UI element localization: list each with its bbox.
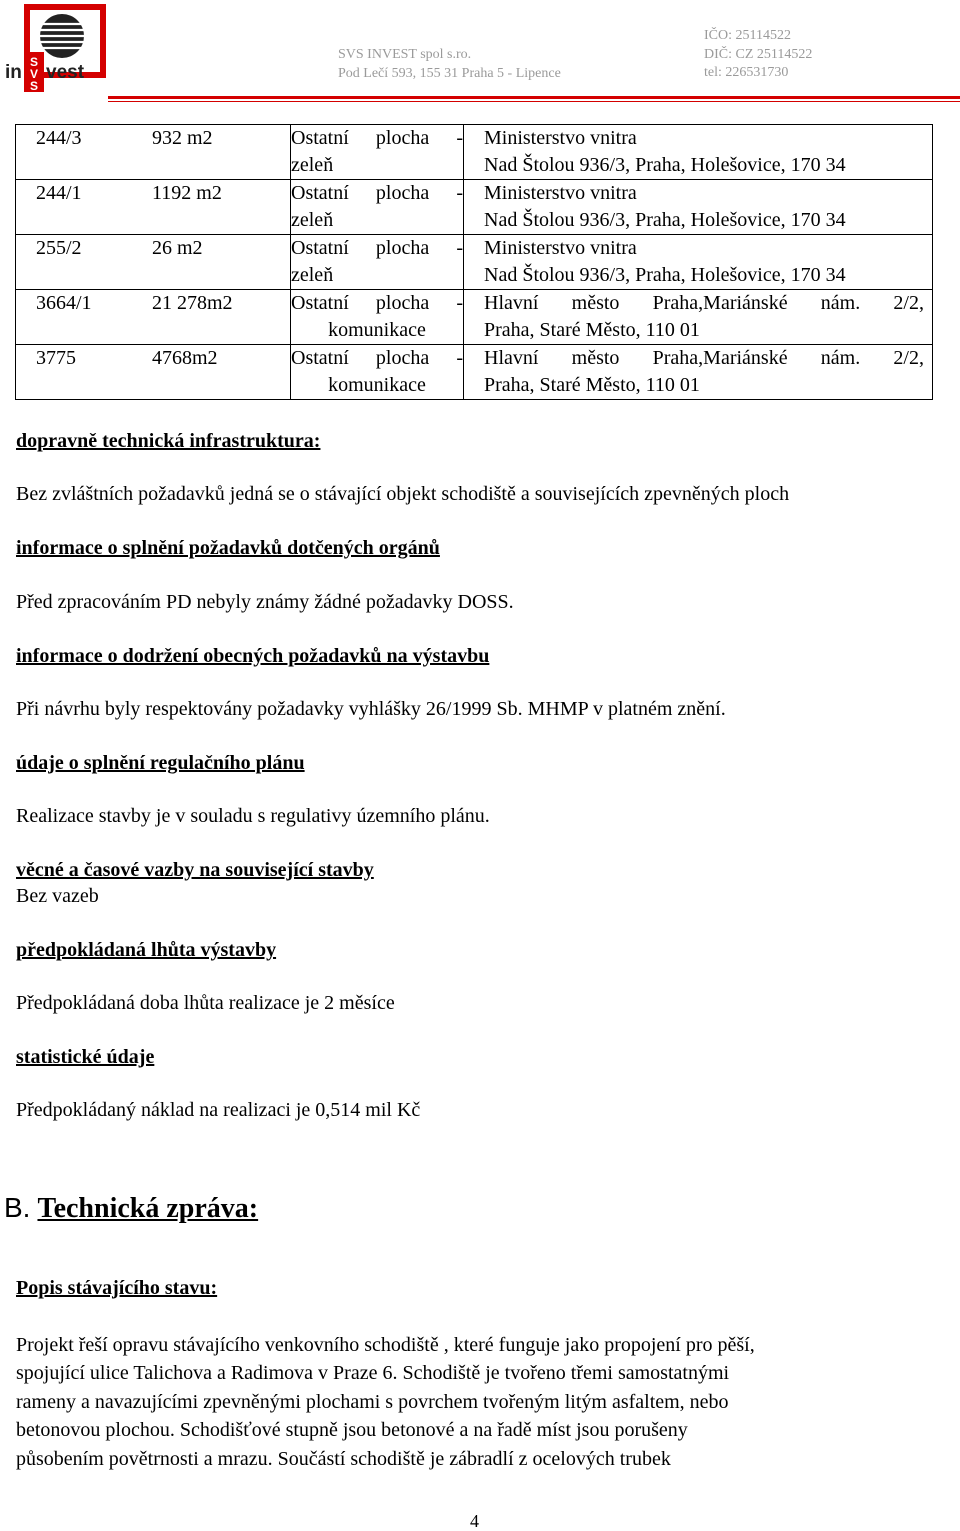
parcel-owner: Ministerstvo vnitra Nad Štolou 936/3, Praha, Holešovice, 170 34 — [464, 125, 933, 180]
section-title-text: Technická zpráva: — [37, 1193, 259, 1224]
parcel-area: 932 m2 — [152, 125, 291, 180]
parcel-table — [15, 124, 933, 400]
infra-text: Bez zvláštních požadavků jedná se o stávající objekt schodiště a souvisejících zpevněných ploch — [16, 483, 790, 505]
svg-text:vest: vest — [46, 62, 85, 83]
term-heading: předpokládaná lhůta výstavby — [16, 939, 277, 961]
parcel-id: 244/3 — [16, 125, 153, 180]
table-row — [16, 125, 933, 180]
parcel-area: 21 278m2 — [152, 290, 291, 345]
svg-text:S: S — [29, 79, 39, 93]
company-info — [338, 45, 561, 83]
stats-text: Předpokládaný náklad na realizaci je 0,514 mil Kč — [16, 1099, 421, 1121]
company-address: Pod Lečí 593, 155 31 Praha 5 - Lipence — [338, 66, 561, 81]
company-name: SVS INVEST spol s.ro. — [338, 47, 472, 62]
plan-heading: údaje o splnění regulačního plánu — [16, 752, 305, 774]
parcel-area: 1192 m2 — [152, 180, 291, 235]
header-rule-thin — [108, 101, 960, 102]
parcel-owner: Ministerstvo vnitra Nad Štolou 936/3, Praha, Holešovice, 170 34 — [464, 235, 933, 290]
table-row — [16, 235, 933, 290]
general-text: Při návrhu byly respektovány požadavky vyhlášky 26/1999 Sb. MHMP v platném znění. — [16, 698, 726, 720]
parcel-id: 3775 — [16, 345, 153, 400]
doss-text: Před zpracováním PD nebyly známy žádné požadavky DOSS. — [16, 591, 514, 613]
header-rule — [108, 96, 960, 99]
parcel-id: 255/2 — [16, 235, 153, 290]
parcel-id: 244/1 — [16, 180, 153, 235]
section-prefix: B. — [4, 1192, 31, 1223]
parcel-type: Ostatní plocha - komunikace — [291, 345, 464, 400]
parcel-area: 4768m2 — [152, 345, 291, 400]
paragraph-line: betonovou plochou. Schodišťové stupně jsou betonové a na řadě míst jsou porušeny — [16, 1419, 688, 1442]
phone-number: tel: 226531730 — [704, 65, 789, 80]
parcel-type: Ostatní plocha - zeleň — [291, 180, 464, 235]
parcel-area: 26 m2 — [152, 235, 291, 290]
parcel-id: 3664/1 — [16, 290, 153, 345]
stats-heading: statistické údaje — [16, 1046, 155, 1068]
links-heading: věcné a časové vazby na související stavby — [16, 859, 374, 881]
dic-number: DIČ: CZ 25114522 — [704, 46, 813, 62]
infra-heading: dopravně technická infrastruktura: — [16, 430, 321, 452]
parcel-type: Ostatní plocha - komunikace — [291, 290, 464, 345]
table-row — [16, 290, 933, 345]
parcel-owner: Hlavní město Praha,Mariánské nám. 2/2, Praha, Staré Město, 110 01 — [464, 345, 933, 400]
svg-text:S: S — [29, 55, 39, 69]
section-title — [4, 1190, 258, 1227]
parcel-owner: Hlavní město Praha,Mariánské nám. 2/2, Praha, Staré Město, 110 01 — [464, 290, 933, 345]
page-number: 4 — [470, 1511, 479, 1531]
paragraph-line: spojující ulice Talichova a Radimova v Praze 6. Schodiště je tvořeno třemi samostatnými — [16, 1362, 730, 1385]
paragraph-line: Projekt řeší opravu stávajícího venkovního schodiště , které funguje jako propojení pro pěší, — [16, 1334, 755, 1356]
term-text: Předpokládaná doba lhůta realizace je 2 měsíce — [16, 992, 395, 1014]
table-row — [16, 180, 933, 235]
svg-text:V: V — [29, 67, 39, 81]
doss-heading: informace o splnění požadavků dotčených orgánů — [16, 537, 440, 559]
paragraph-line: rameny a navazujícími zpevněnými plochami s povrchem tvořeným litým asfaltem, nebo — [16, 1390, 729, 1413]
paragraph-line: působením povětrnosti a mrazu. Součástí schodiště je zábradlí z ocelových trubek — [16, 1447, 671, 1470]
plan-text: Realizace stavby je v souladu s regulativy územního plánu. — [16, 805, 490, 827]
ico-number: IČO: 25114522 — [704, 28, 791, 43]
company-ids — [704, 27, 812, 83]
table-row — [16, 345, 933, 400]
parcel-type: Ostatní plocha - zeleň — [291, 125, 464, 180]
parcel-type: Ostatní plocha - zeleň — [291, 235, 464, 290]
existing-state-heading: Popis stávajícího stavu: — [16, 1277, 218, 1299]
general-heading: informace o dodržení obecných požadavků na výstavbu — [16, 645, 490, 667]
links-text: Bez vazeb — [16, 885, 99, 907]
existing-state-paragraph — [16, 1331, 896, 1473]
company-logo — [4, 2, 108, 94]
parcel-owner: Ministerstvo vnitra Nad Štolou 936/3, Praha, Holešovice, 170 34 — [464, 180, 933, 235]
svg-text:in: in — [5, 62, 22, 83]
